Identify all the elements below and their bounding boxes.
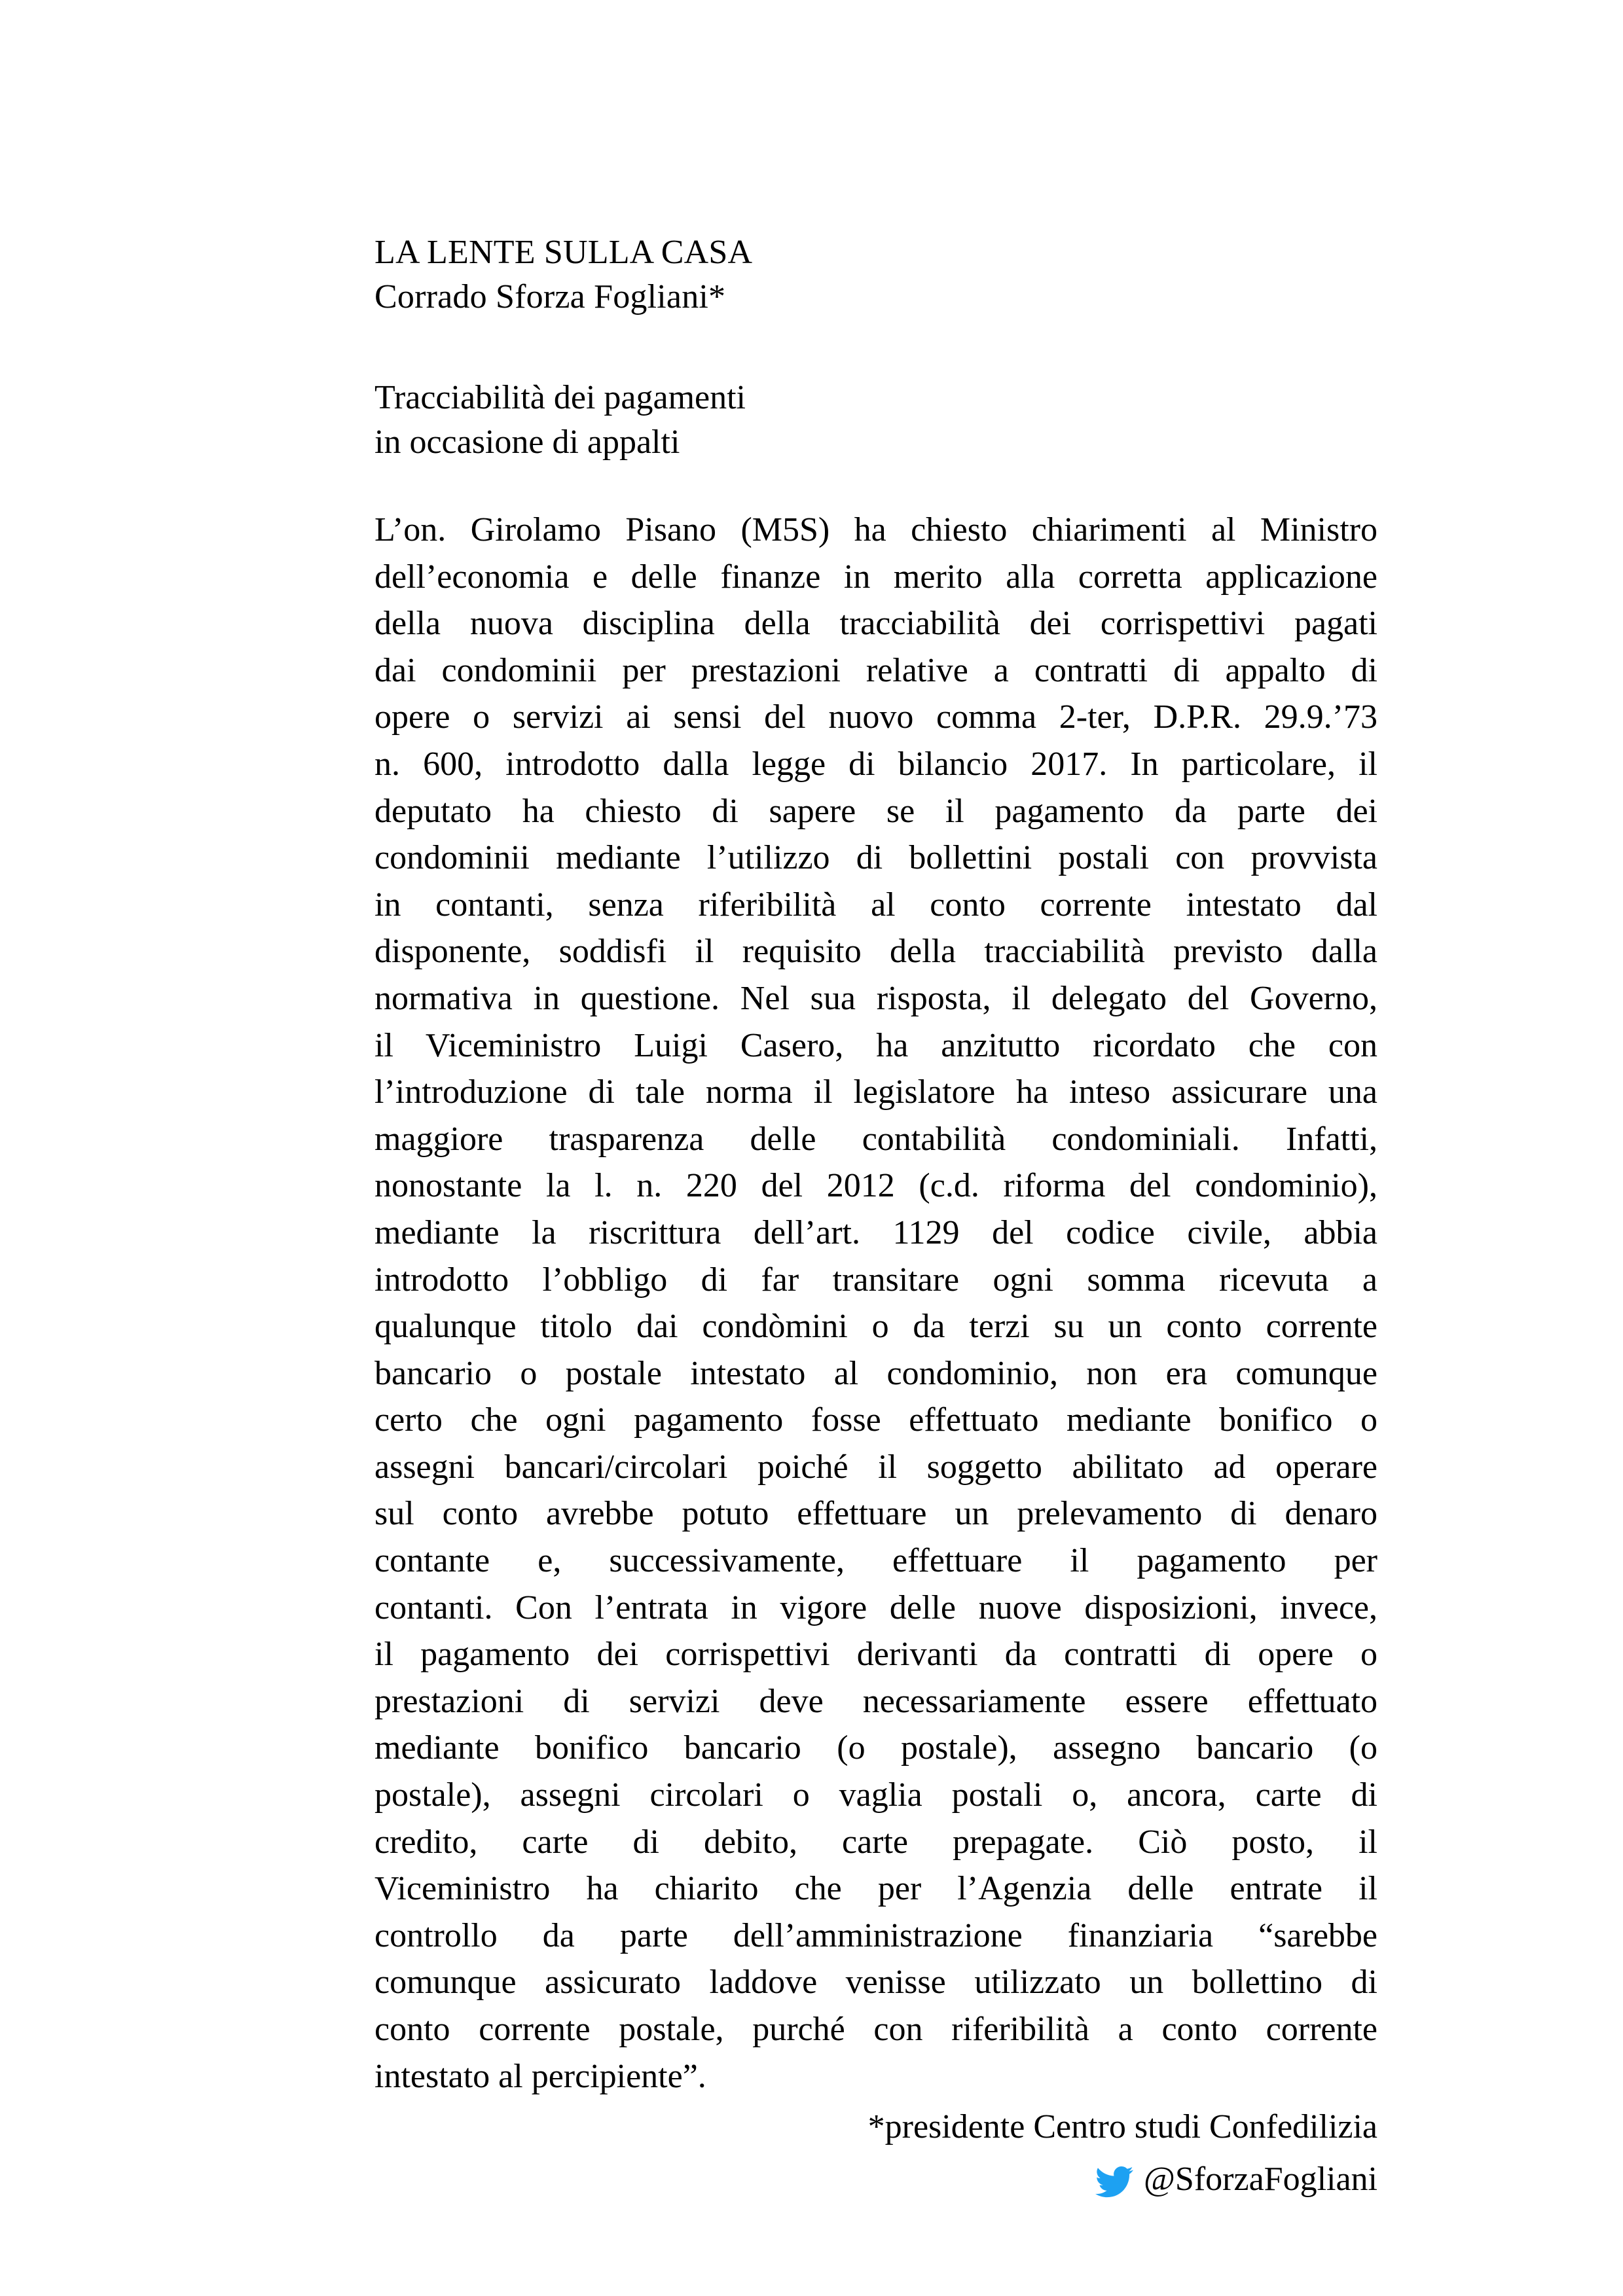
body-line: in contanti, senza riferibilità al conto corrente intestato dal (374, 886, 1377, 924)
body-line: intestato al percipiente”. (374, 2057, 706, 2095)
twitter-handle-text[interactable]: @SforzaFogliani (1144, 2160, 1377, 2198)
body-line: introdotto l’obbligo di far transitare ogni somma ricevuta a (374, 1261, 1377, 1299)
body-line: l’introduzione di tale norma il legislatore ha inteso assicurare una (374, 1073, 1377, 1111)
body-line: qualunque titolo dai condòmini o da terzi su un conto corrente (374, 1308, 1377, 1346)
body-line: controllo da parte dell’amministrazione finanziaria “sarebbe (374, 1916, 1377, 1954)
body-line: disponente, soddisfi il requisito della tracciabilità previsto dalla (374, 933, 1377, 971)
body-line: contanti. Con l’entrata in vigore delle nuove disposizioni, invece, (374, 1588, 1377, 1626)
body-line: comunque assicurato laddove venisse utilizzato un bollettino di (374, 1964, 1377, 2001)
body-line: condominii mediante l’utilizzo di bollettini postali con provvista (374, 839, 1377, 877)
body-line: il Viceministro Luigi Casero, ha anzitutto ricordato che con (374, 1026, 1377, 1064)
article-title-line-1: Tracciabilità dei pagamenti (374, 379, 746, 416)
body-line: maggiore trasparenza delle contabilità condominiali. Infatti, (374, 1120, 1377, 1158)
body-line: assegni bancari/circolari poiché il soggetto abilitato ad operare (374, 1448, 1377, 1486)
body-line: mediante bonifico bancario (o postale), assegno bancario (o (374, 1729, 1377, 1767)
body-line: credito, carte di debito, carte prepagate. Ciò posto, il (374, 1823, 1377, 1861)
body-line: postale), assegni circolari o vaglia postali o, ancora, carte di (374, 1776, 1377, 1814)
body-line: n. 600, introdotto dalla legge di bilancio 2017. In particolare, il (374, 745, 1377, 783)
body-line: dai condominii per prestazioni relative a contratti di appalto di (374, 651, 1377, 689)
author-affiliation: *presidente Centro studi Confedilizia (867, 2108, 1377, 2146)
body-line: mediante la riscrittura dell’art. 1129 del codice civile, abbia (374, 1213, 1377, 1251)
body-line: L’on. Girolamo Pisano (M5S) ha chiesto chiarimenti al Ministro (374, 511, 1377, 548)
twitter-handle-row (374, 2156, 1377, 2203)
publication-title: LA LENTE SULLA CASA (374, 234, 753, 271)
body-line: certo che ogni pagamento fosse effettuato mediante bonifico o (374, 1401, 1377, 1439)
body-line: dell’economia e delle finanze in merito alla corretta applicazione (374, 558, 1377, 596)
article-title-line-2: in occasione di appalti (374, 423, 680, 461)
body-line: opere o servizi ai sensi del nuovo comma 2-ter, D.P.R. 29.9.’73 (374, 698, 1377, 736)
body-line: bancario o postale intestato al condominio, non era comunque (374, 1354, 1377, 1392)
body-line: conto corrente postale, purché con riferibilità a conto corrente (374, 2011, 1377, 2048)
body-line: della nuova disciplina della tracciabilità dei corrispettivi pagati (374, 605, 1377, 643)
body-line: deputato ha chiesto di sapere se il pagamento da parte dei (374, 792, 1377, 830)
body-line: nonostante la l. n. 220 del 2012 (c.d. riforma del condominio), (374, 1167, 1377, 1205)
author-byline: Corrado Sforza Fogliani* (374, 278, 726, 315)
body-line: contante e, successivamente, effettuare il pagamento per (374, 1542, 1377, 1580)
twitter-bird-icon[interactable] (1095, 2166, 1133, 2198)
body-line: prestazioni di servizi deve necessariamente essere effettuato (374, 1682, 1377, 1720)
article-title (374, 376, 1377, 465)
masthead (374, 230, 1377, 319)
article-column (374, 230, 1377, 2202)
body-line: normativa in questione. Nel sua risposta, il delegato del Governo, (374, 979, 1377, 1017)
body-line: il pagamento dei corrispettivi derivanti da contratti di opere o (374, 1636, 1377, 1674)
body-line: sul conto avrebbe potuto effettuare un prelevamento di denaro (374, 1495, 1377, 1533)
body-line: Viceministro ha chiarito che per l’Agenzia delle entrate il (374, 1870, 1377, 1908)
article-body (374, 507, 1377, 2100)
